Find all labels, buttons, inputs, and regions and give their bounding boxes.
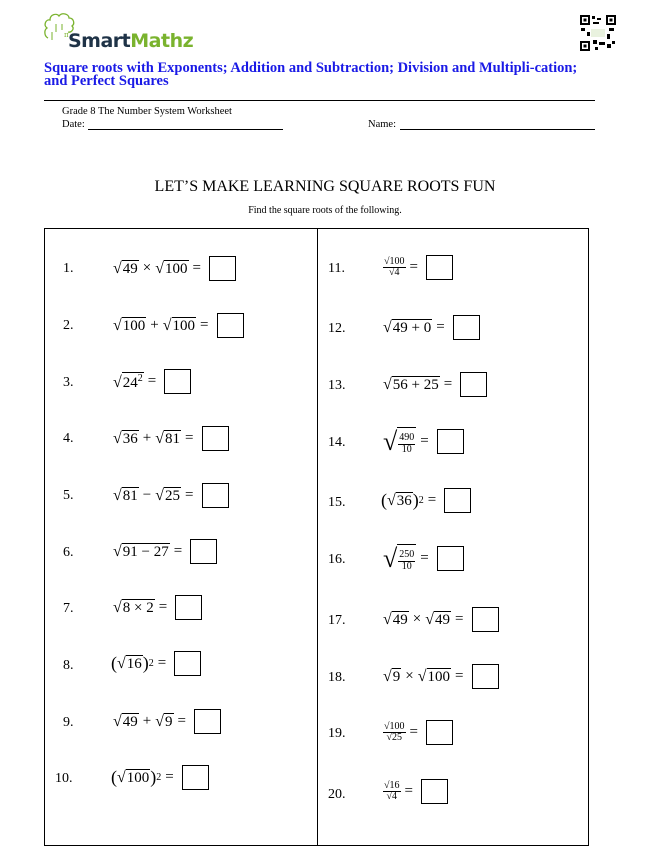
smartmathz-logo (42, 10, 192, 56)
problem-number: 5. (63, 488, 74, 503)
problem-number: 14. (328, 435, 346, 450)
problem-number: 1. (63, 261, 74, 276)
problem-2: √ 100 + √ 100 = (113, 313, 244, 338)
problem-17: √ 49 × √ 49 = (383, 607, 499, 632)
answer-box[interactable] (175, 595, 202, 620)
problem-8: ( √ 16 ) 2 = (111, 651, 201, 676)
instructions: Find the square roots of the following. (248, 205, 402, 216)
date-field[interactable] (88, 129, 283, 130)
answer-box[interactable] (202, 483, 229, 508)
problem-number: 2. (63, 318, 74, 333)
answer-box[interactable] (453, 315, 480, 340)
problem-18: √ 9 × √ 100 = (383, 664, 499, 689)
problem-number: 12. (328, 321, 346, 336)
answer-box[interactable] (426, 255, 453, 280)
problem-number: 8. (63, 658, 74, 673)
problem-number: 16. (328, 552, 346, 567)
problem-number: 13. (328, 378, 346, 393)
problem-number: 20. (328, 787, 346, 802)
name-field[interactable] (400, 129, 595, 130)
problem-number: 19. (328, 726, 346, 741)
problem-14: √ $\frac{490}{10}$ = (383, 427, 464, 455)
problem-16: √ $\frac{250}{10}$ = (383, 544, 464, 572)
problem-number: 9. (63, 715, 74, 730)
problem-number: 7. (63, 601, 74, 616)
problem-number: 18. (328, 670, 346, 685)
qr-code-icon (579, 14, 617, 52)
answer-box[interactable] (437, 546, 464, 571)
problem-13: √ 56 + 25 = (383, 372, 487, 397)
problem-11: $\frac{√100}{√4}$ = (383, 255, 453, 280)
problem-grid (44, 228, 589, 846)
problem-1: √ 49 × √ 100 = (113, 256, 236, 281)
problem-9: √ 49 + √ 9 = (113, 709, 221, 734)
problem-7: √ 8 × 2 = (113, 595, 202, 620)
page-title: LET’S MAKE LEARNING SQUARE ROOTS FUN (154, 178, 496, 195)
problem-number: 4. (63, 431, 74, 446)
problem-number: 17. (328, 613, 346, 628)
header-divider (44, 100, 595, 101)
answer-box[interactable] (182, 765, 209, 790)
svg-text:π: π (64, 31, 69, 39)
answer-box[interactable] (426, 720, 453, 745)
answer-box[interactable] (421, 779, 448, 804)
problem-number: 11. (328, 261, 345, 276)
problem-19: $\frac{√100}{√25}$ = (383, 720, 453, 745)
answer-box[interactable] (437, 429, 464, 454)
answer-box[interactable] (209, 256, 236, 281)
problem-number: 3. (63, 375, 74, 390)
answer-box[interactable] (174, 651, 201, 676)
problem-number: 10. (55, 771, 73, 786)
column-divider (317, 229, 318, 845)
answer-box[interactable] (217, 313, 244, 338)
brand-name: SmartMathz (68, 30, 194, 52)
answer-box[interactable] (472, 607, 499, 632)
problem-12: √ 49 + 0 = (383, 315, 480, 340)
problem-4: √ 36 + √ 81 = (113, 426, 229, 451)
problem-number: 6. (63, 545, 74, 560)
answer-box[interactable] (202, 426, 229, 451)
problem-15: ( √ 36 ) 2 = (381, 488, 471, 513)
answer-box[interactable] (190, 539, 217, 564)
answer-box[interactable] (194, 709, 221, 734)
answer-box[interactable] (444, 488, 471, 513)
grade-line: Grade 8 The Number System Worksheet (62, 106, 232, 117)
problem-number: 15. (328, 495, 346, 510)
problem-10: ( √ 100 ) 2 = (111, 765, 209, 790)
problem-3: √ $24^2$ = (113, 369, 191, 394)
problem-20: $\frac{√16}{√4}$ = (383, 779, 448, 804)
answer-box[interactable] (472, 664, 499, 689)
problem-5: √ 81 − √ 25 = (113, 483, 229, 508)
answer-box[interactable] (460, 372, 487, 397)
date-label: Date: (62, 119, 85, 130)
problem-6: √ 91 − 27 = (113, 539, 217, 564)
name-label: Name: (368, 119, 396, 130)
answer-box[interactable] (164, 369, 191, 394)
worksheet-topic: Square roots with Exponents; Addition and Subtraction; Division and Multipli-cation; and Perfect Squares (44, 60, 578, 89)
